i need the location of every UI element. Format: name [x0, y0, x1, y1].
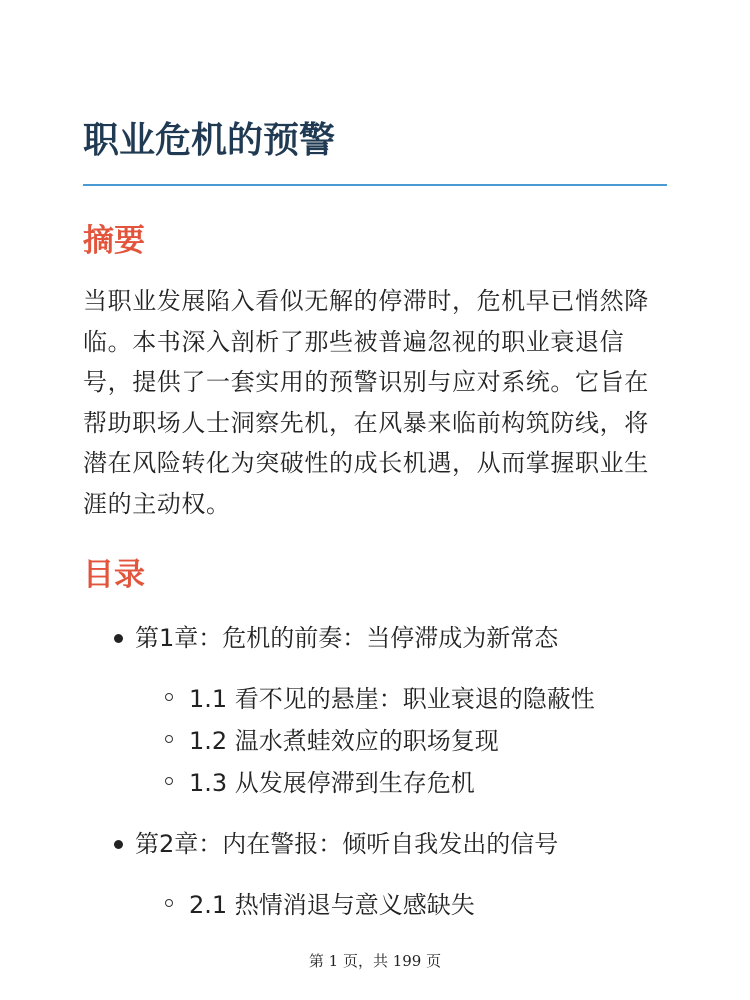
toc-section-label: 2.1 热情消退与意义感缺失	[189, 891, 475, 919]
toc-chapter-label: 第2章：内在警报：倾听自我发出的信号	[135, 830, 559, 858]
toc-section-label: 1.2 温水煮蛙效应的职场复现	[189, 727, 499, 755]
toc-section-2-1[interactable]	[135, 884, 683, 926]
toc-section-list	[135, 678, 683, 804]
toc-spacer	[83, 804, 683, 824]
toc-section-1-3[interactable]	[135, 762, 683, 804]
bullet-dot-icon	[114, 840, 123, 849]
title-divider	[83, 184, 667, 186]
document-title: 职业危机的预警	[83, 120, 336, 161]
toc-section-label: 1.3 从发展停滞到生存危机	[189, 769, 475, 797]
toc-chapter-2[interactable]	[83, 824, 683, 926]
toc-section-list	[135, 884, 683, 926]
abstract-text: 当职业发展陷入看似无解的停滞时，危机早已悄然降临。本书深入剖析了那些被普遍忽视的职业衰退信号，提供了一套实用的预警识别与应对系统。它旨在帮助职场人士洞察先机，在风暴来临前构筑防线，将潜在风险转化为突破性的成长机遇，从而掌握职业生涯的主动权。	[83, 287, 649, 518]
page-number-footer: 第 1 页，共 199 页	[308, 952, 442, 970]
toc-chapter-label: 第1章：危机的前奏：当停滞成为新常态	[135, 624, 559, 652]
bullet-circle-icon	[165, 899, 173, 907]
toc-heading: 目录	[83, 557, 145, 593]
bullet-dot-icon	[114, 634, 123, 643]
toc-list	[83, 618, 683, 926]
bullet-circle-icon	[165, 735, 173, 743]
toc-section-1-2[interactable]	[135, 720, 683, 762]
toc-chapter-1[interactable]	[83, 618, 683, 804]
bullet-circle-icon	[165, 693, 173, 701]
toc-section-1-1[interactable]	[135, 678, 683, 720]
toc-section-label: 1.1 看不见的悬崖：职业衰退的隐蔽性	[189, 685, 595, 713]
bullet-circle-icon	[165, 777, 173, 785]
abstract-heading: 摘要	[83, 223, 145, 259]
